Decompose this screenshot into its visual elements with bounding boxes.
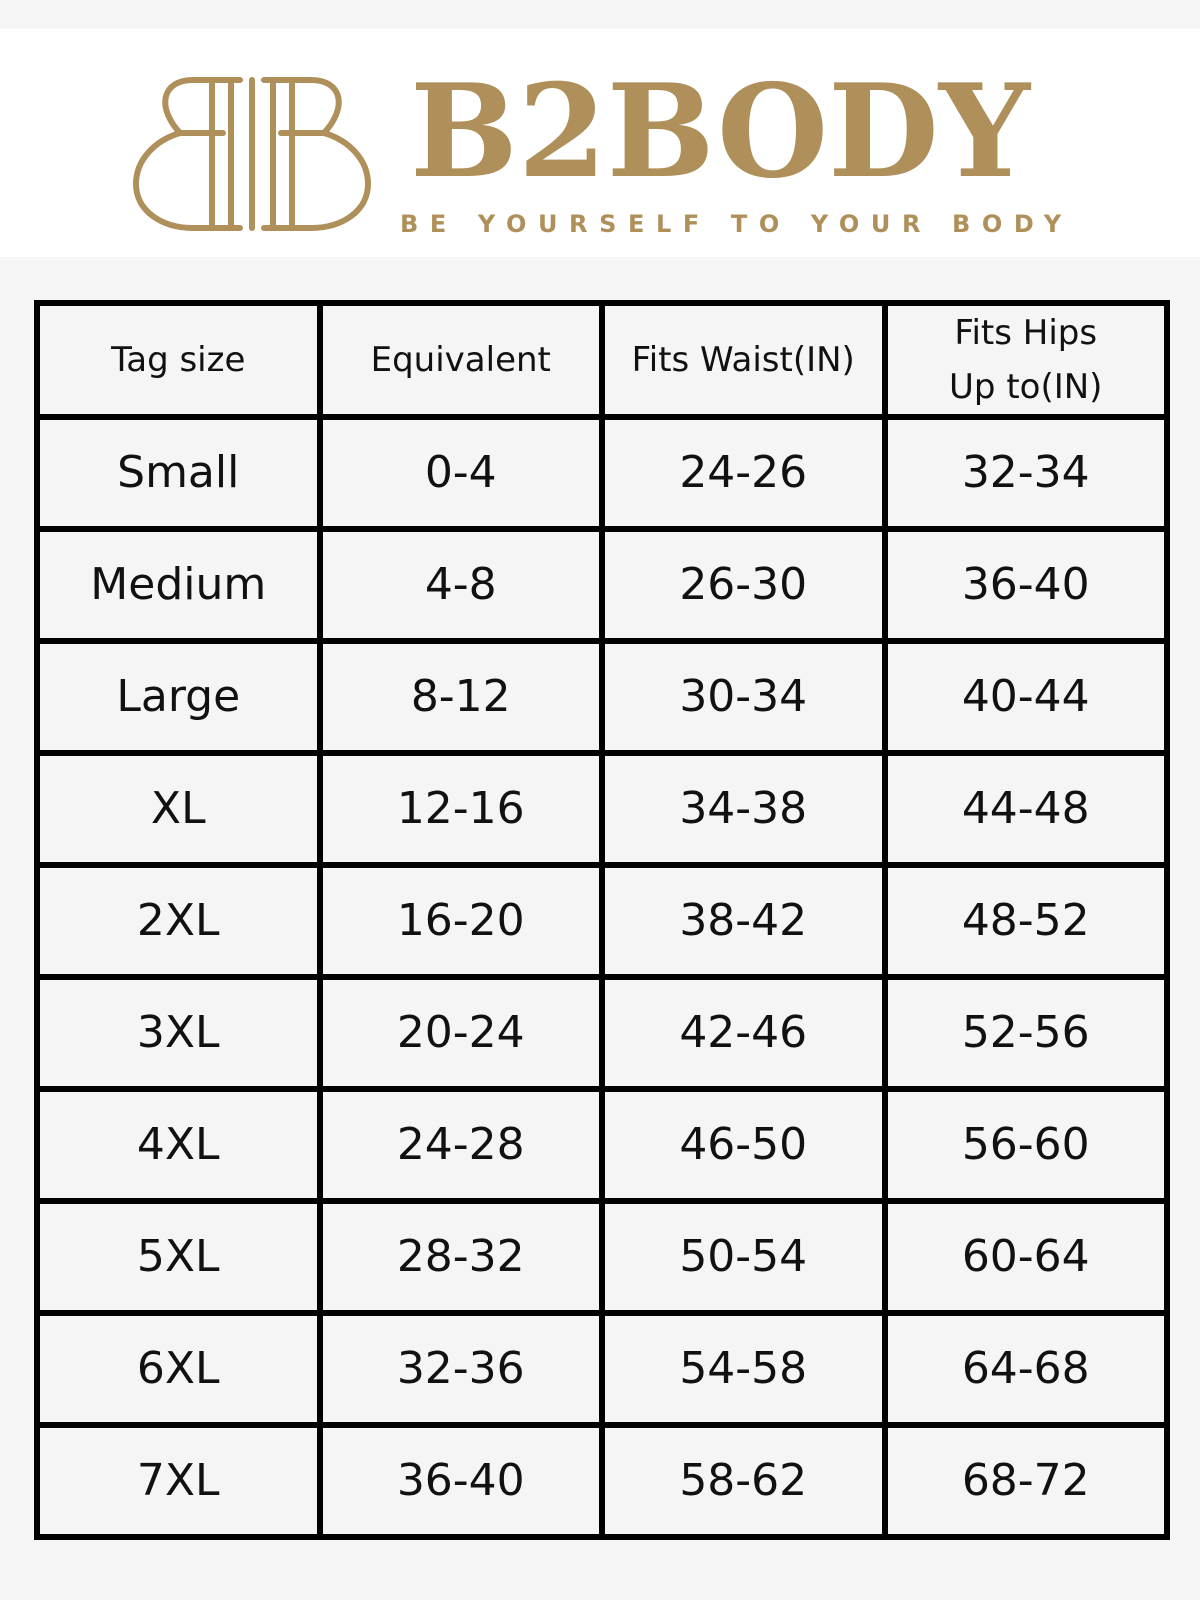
cell-fits-waist: 38-42 (602, 865, 885, 977)
double-b-monogram-icon (128, 65, 376, 235)
cell-fits-hips: 52-56 (885, 977, 1168, 1089)
size-chart-body (37, 417, 1167, 1537)
header-fits-hips-label-line-2: Up to(IN) (949, 367, 1103, 407)
header-fits-hips (885, 303, 1168, 417)
cell-fits-hips: 36-40 (885, 529, 1168, 641)
cell-fits-hips: 32-34 (885, 417, 1168, 529)
table-row (37, 865, 1167, 977)
table-row (37, 529, 1167, 641)
brand-wordmark (395, 60, 1045, 194)
cell-equivalent: 8-12 (320, 641, 603, 753)
cell-equivalent: 24-28 (320, 1089, 603, 1201)
header-equivalent (320, 303, 603, 417)
cell-tag-size: Medium (37, 529, 320, 641)
cell-fits-hips: 64-68 (885, 1313, 1168, 1425)
cell-equivalent: 32-36 (320, 1313, 603, 1425)
cell-tag-size: 5XL (37, 1201, 320, 1313)
table-row (37, 1089, 1167, 1201)
cell-tag-size: Large (37, 641, 320, 753)
header-fits-hips-label-line-1: Fits Hips (954, 313, 1098, 353)
cell-equivalent: 16-20 (320, 865, 603, 977)
cell-fits-waist: 30-34 (602, 641, 885, 753)
cell-equivalent: 0-4 (320, 417, 603, 529)
cell-tag-size: XL (37, 753, 320, 865)
table-row (37, 753, 1167, 865)
cell-fits-waist: 50-54 (602, 1201, 885, 1313)
table-row (37, 977, 1167, 1089)
cell-fits-hips: 48-52 (885, 865, 1168, 977)
cell-fits-hips: 40-44 (885, 641, 1168, 753)
cell-fits-waist: 24-26 (602, 417, 885, 529)
cell-fits-waist: 42-46 (602, 977, 885, 1089)
brand-wordmark-text: B2BODY (410, 60, 1032, 194)
size-chart-table (34, 300, 1170, 1540)
cell-equivalent: 28-32 (320, 1201, 603, 1313)
cell-tag-size: 4XL (37, 1089, 320, 1201)
cell-equivalent: 36-40 (320, 1425, 603, 1537)
size-chart-header (37, 303, 1167, 417)
table-row (37, 1201, 1167, 1313)
header-equivalent-label: Equivalent (370, 340, 551, 380)
cell-equivalent: 4-8 (320, 529, 603, 641)
table-row (37, 641, 1167, 753)
cell-tag-size: Small (37, 417, 320, 529)
table-row (37, 417, 1167, 529)
cell-fits-waist: 26-30 (602, 529, 885, 641)
cell-tag-size: 2XL (37, 865, 320, 977)
cell-fits-waist: 58-62 (602, 1425, 885, 1537)
cell-equivalent: 20-24 (320, 977, 603, 1089)
cell-fits-hips: 56-60 (885, 1089, 1168, 1201)
brand-tagline: BE YOURSELF TO YOUR BODY (400, 210, 1073, 238)
cell-tag-size: 7XL (37, 1425, 320, 1537)
cell-fits-hips: 44-48 (885, 753, 1168, 865)
cell-fits-hips: 68-72 (885, 1425, 1168, 1537)
cell-fits-hips: 60-64 (885, 1201, 1168, 1313)
cell-tag-size: 6XL (37, 1313, 320, 1425)
header-fits-waist-label: Fits Waist(IN) (631, 340, 855, 380)
cell-equivalent: 12-16 (320, 753, 603, 865)
header-tag-size (37, 303, 320, 417)
table-row (37, 1313, 1167, 1425)
cell-fits-waist: 54-58 (602, 1313, 885, 1425)
header-fits-waist (602, 303, 885, 417)
header-row (37, 303, 1167, 417)
cell-fits-waist: 46-50 (602, 1089, 885, 1201)
header-tag-size-label: Tag size (111, 340, 246, 380)
cell-tag-size: 3XL (37, 977, 320, 1089)
cell-fits-waist: 34-38 (602, 753, 885, 865)
table-row (37, 1425, 1167, 1537)
